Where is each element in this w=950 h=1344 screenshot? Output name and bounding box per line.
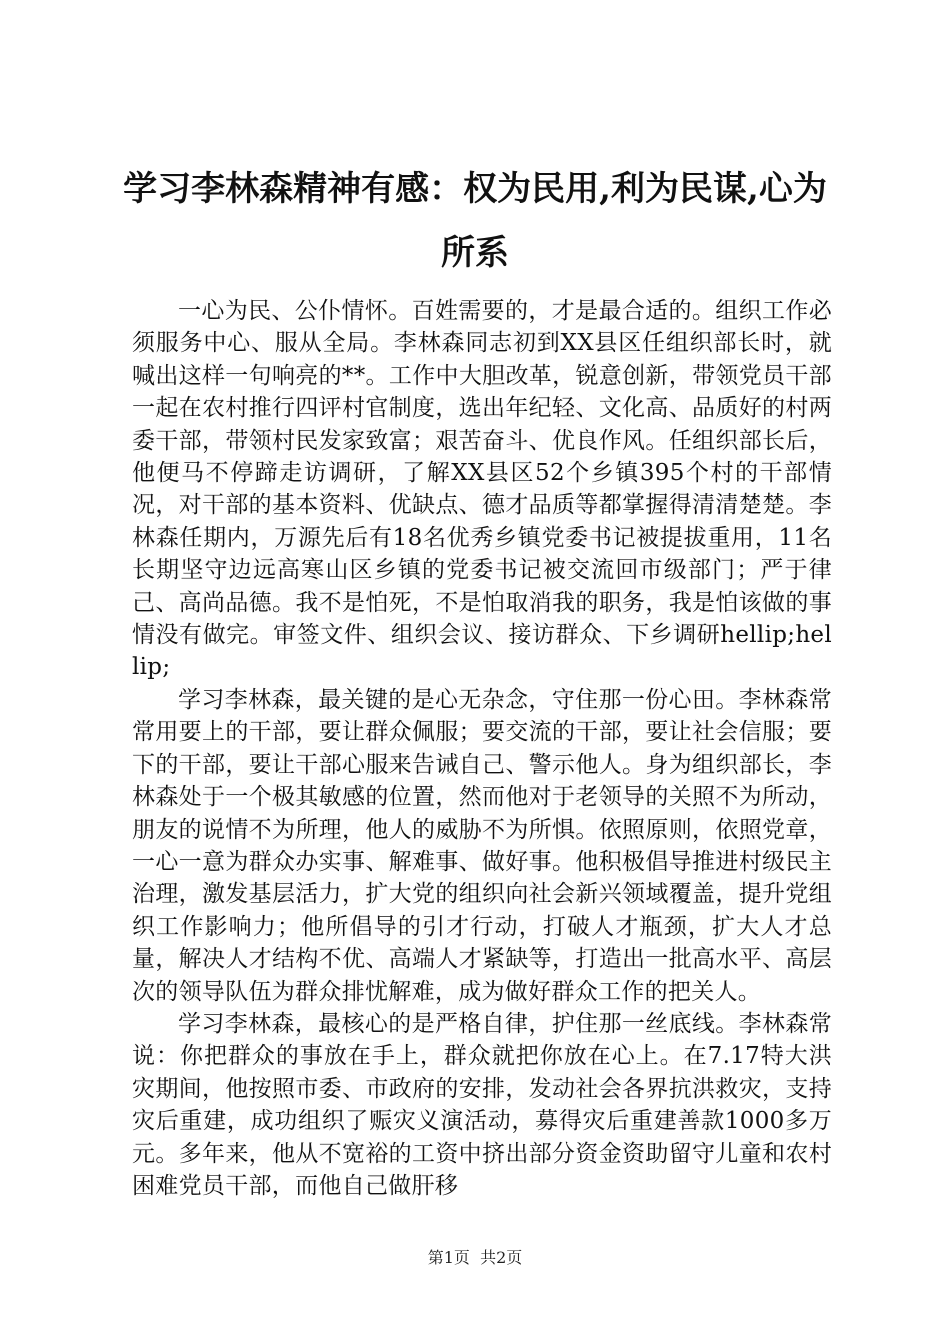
document-title: 学习李林森精神有感：权为民用,利为民谋,心为所系 bbox=[123, 169, 827, 273]
document-body bbox=[132, 295, 832, 1202]
paragraph-1: 一心为民、公仆情怀。百姓需要的，才是最合适的。组织工作必须服务中心、服从全局。李林森同志初到XX县区任组织部长时，就喊出这样一句响亮的**。工作中大胆改革，锐意创新，带领党员干部一起在农村推行四评村官制度，选出年纪轻、文化高、品质好的村两委干部，带领村民发家致富；艰苦奋斗、优良作风。任组织部长后，他便马不停蹄走访调研，了解XX县区52个乡镇395个村的干部情况，对干部的基本资料、优缺点、德才品质等都掌握得清清楚楚。李林森任期内，万源先后有18名优秀乡镇党委书记被提拔重用，11名长期坚守边远高寒山区乡镇的党委书记被交流回市级部门；严于律己、高尚品德。我不是怕死，不是怕取消我的职务，我是怕该做的事情没有做完。审签文件、组织会议、接访群众、下乡调研hellip;hellip; bbox=[132, 298, 832, 681]
paragraph-3: 学习李林森，最核心的是严格自律，护住那一丝底线。李林森常说：你把群众的事放在手上，群众就把你放在心上。在7.17特大洪灾期间，他按照市委、市政府的安排，发动社会各界抗洪救灾，支持灾后重建，成功组织了赈灾义演活动，募得灾后重建善款1000多万元。多年来，他从不宽裕的工资中挤出部分资金资助留守儿童和农村困难党员干部，而他自己做肝移 bbox=[132, 1010, 832, 1199]
paragraph-2: 学习李林森，最关键的是心无杂念，守住那一份心田。李林森常常用要上的干部，要让群众佩服；要交流的干部，要让社会信服；要下的干部，要让干部心服来告诫自己、警示他人。身为组织部长，李林森处于一个极其敏感的位置，然而他对于老领导的关照不为所动，朋友的说情不为所理，他人的威胁不为所惧。依照原则，依照党章，一心一意为群众办实事、解难事、做好事。他积极倡导推进村级民主治理，激发基层活力，扩大党的组织向社会新兴领域覆盖，提升党组织工作影响力；他所倡导的引才行动，打破人才瓶颈，扩大人才总量，解决人才结构不优、高端人才紧缺等，打造出一批高水平、高层次的领导队伍为群众排忧解难，成为做好群众工作的把关人。 bbox=[132, 686, 832, 1005]
page-footer bbox=[0, 1245, 950, 1268]
page-number: 第1页 共2页 bbox=[427, 1248, 523, 1267]
